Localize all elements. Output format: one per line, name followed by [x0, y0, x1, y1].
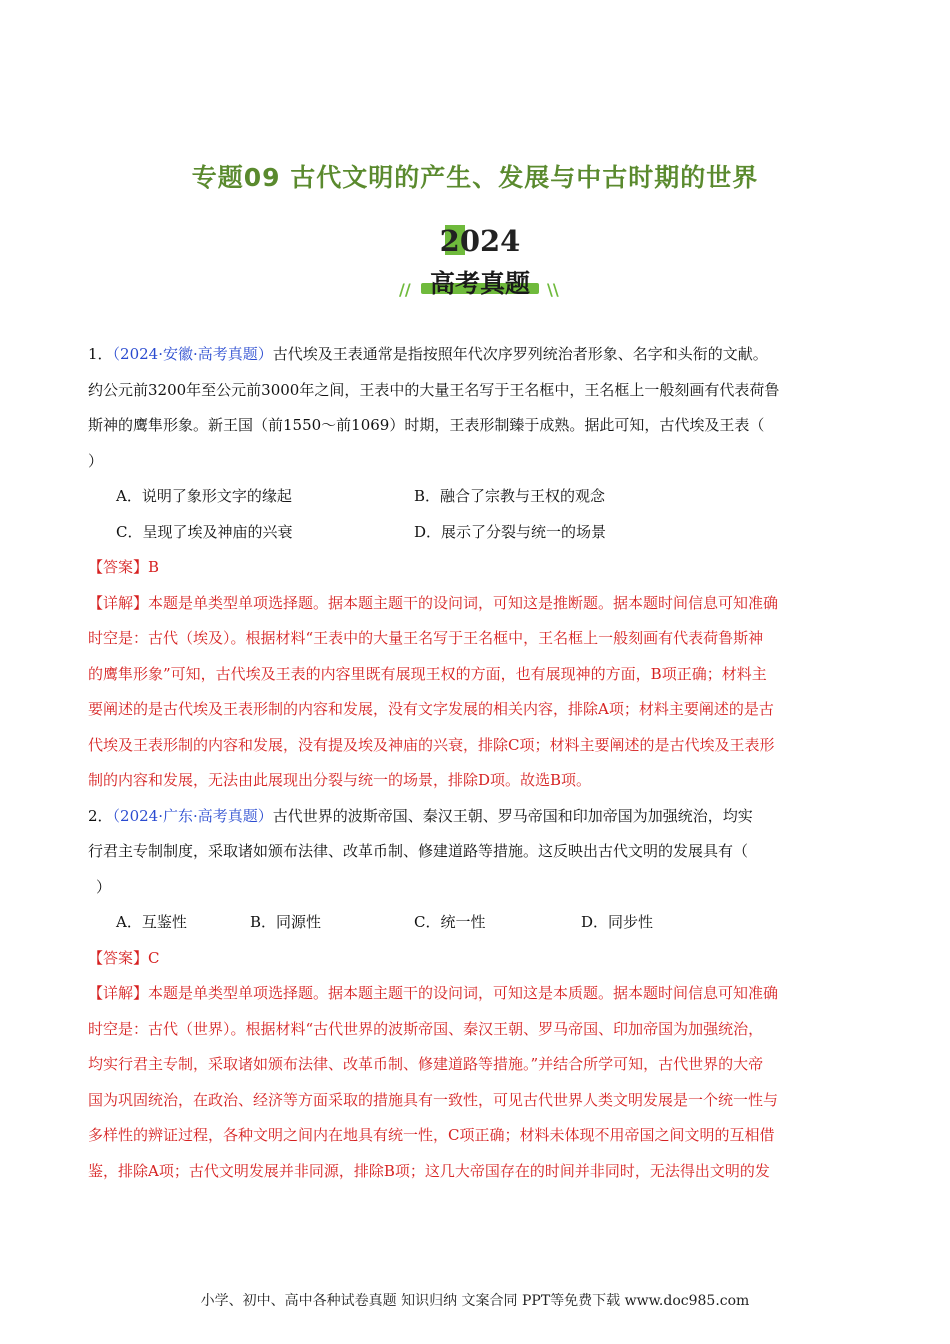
question-1-option-c: C．呈现了埃及神庙的兴衰 [116, 522, 293, 541]
question-1-option-b: B．融合了宗教与王权的观念 [414, 487, 606, 505]
question-2-detail-line: 鉴，排除A项；古代文明发展并非同源，排除B项；这几大帝国存在的时间并非同时，无法得出文明的发 [88, 1161, 770, 1180]
question-1-option-a: A．说明了象形文字的缘起 [116, 487, 292, 505]
question-2-detail-line: 时空是：古代（世界）。根据材料“古代世界的波斯帝国、秦汉王朝、罗马帝国、印加帝国为加强统治， [88, 1019, 764, 1038]
question-2-detail-tag: 【详解】 [88, 984, 149, 1002]
badge-slash-left: // [399, 280, 411, 299]
question-2-stem-line1: 古代世界的波斯帝国、秦汉王朝、罗马帝国和印加帝国为加强统治，均实 [272, 806, 753, 825]
question-1-detail-line: 的鹰隼形象”可知，古代埃及王表的内容里既有展现王权的方面，也有展现神的方面，B项正确；材料主 [88, 664, 767, 683]
question-2 [88, 799, 860, 1190]
question-1-detail [88, 586, 860, 799]
question-1-answer-value: B [148, 558, 160, 576]
question-2-option-d: D．同步性 [581, 913, 654, 931]
question-1-options-row1 [88, 479, 860, 515]
question-1-detail-tag: 【详解】 [88, 593, 149, 612]
question-2-stem-line2: 行君主专制制度，采取诸如颁布法律、改革币制、修建道路等措施。这反映出古代文明的发展具有（ [88, 842, 749, 860]
question-2-answer-tag: 【答案】 [88, 948, 149, 967]
question-1-detail-line: 本题是单类型单项选择题。据本题主题干的设问词，可知这是推断题。据本题时间信息可知准确 [148, 593, 779, 612]
question-1-answer [88, 550, 860, 586]
badge-label: 高考真题 [429, 269, 530, 298]
question-2-option-a: A．互鉴性 [116, 913, 187, 931]
page-footer: 小学、初中、高中各种试卷真题 知识归纳 文案合同 PPT等免费下载 www.doc985.com [200, 1293, 750, 1309]
question-2-answer [88, 941, 860, 977]
question-1-source: （2024·安徽·高考真题） [112, 345, 273, 363]
question-2-detail-line: 多样性的辨证过程，各种文明之间内在地具有统一性，C项正确；材料未体现不用帝国之间文明的互相借 [88, 1126, 775, 1144]
question-2-detail [88, 976, 860, 1189]
question-2-option-b: B．同源性 [250, 913, 322, 931]
question-content [88, 337, 860, 1189]
question-2-number: 2． [88, 806, 113, 825]
question-2-stem-line3: ） [96, 877, 112, 896]
question-1-detail-line: 要阐述的是古代埃及王表形制的内容和发展，没有文字发展的相关内容，排除A项；材料主要阐述的是古 [88, 700, 774, 718]
question-1-number: 1． [88, 345, 113, 363]
question-1-option-d: D．展示了分裂与统一的场景 [414, 522, 607, 541]
question-2-stem [88, 799, 860, 906]
question-2-option-c: C．统一性 [414, 913, 486, 931]
question-2-answer-value: C [148, 948, 160, 967]
question-1-stem-line4: ） [88, 451, 104, 470]
question-1-detail-line: 代埃及王表形制的内容和发展，没有提及埃及神庙的兴衰，排除C项；材料主要阐述的是古代埃及王表形 [88, 735, 775, 754]
question-1-detail-line: 制的内容和发展，无法由此展现出分裂与统一的场景，排除D项。故选B项。 [88, 771, 592, 789]
question-1-detail-line: 时空是：古代（埃及）。根据材料“王表中的大量王名写于王名框中，王名框上一般刻画有代表荷鲁斯神 [88, 629, 764, 647]
question-2-detail-line: 均实行君主专制，采取诸如颁布法律、改革币制、修建道路等措施。”并结合所学可知，古代世界的大帝 [88, 1055, 764, 1073]
question-2-detail-line: 国为巩固统治，在政治、经济等方面采取的措施具有一致性，可见古代世界人类文明发展是一个统一性与 [88, 1090, 779, 1109]
question-1 [88, 337, 860, 799]
question-1-options-row2 [88, 515, 860, 551]
question-1-stem [88, 337, 860, 479]
question-1-stem-line2: 约公元前3200年至公元前3000年之间，王表中的大量王名写于王名框中，王名框上一般刻画有代表荷鲁 [88, 380, 780, 399]
question-2-options-row [88, 905, 860, 941]
question-1-stem-line3: 斯神的鹰隼形象。新王国（前1550～前1069）时期，王表形制臻于成熟。据此可知，古代埃及王表（ [88, 416, 765, 434]
question-1-answer-tag: 【答案】 [88, 558, 149, 576]
question-1-stem-line1: 古代埃及王表通常是指按照年代次序罗列统治者形象、名字和头衔的文献。 [272, 345, 768, 363]
badge-year: 2024 [439, 224, 521, 258]
badge-slash-right: \\ [547, 280, 559, 299]
page-title: 专题09 古代文明的产生、发展与中古时期的世界 [191, 163, 759, 192]
question-2-detail-line: 本题是单类型单项选择题。据本题主题干的设问词，可知这是本质题。据本题时间信息可知准确 [148, 984, 779, 1002]
section-badge [395, 222, 565, 302]
question-2-source: （2024·广东·高考真题） [112, 806, 273, 825]
